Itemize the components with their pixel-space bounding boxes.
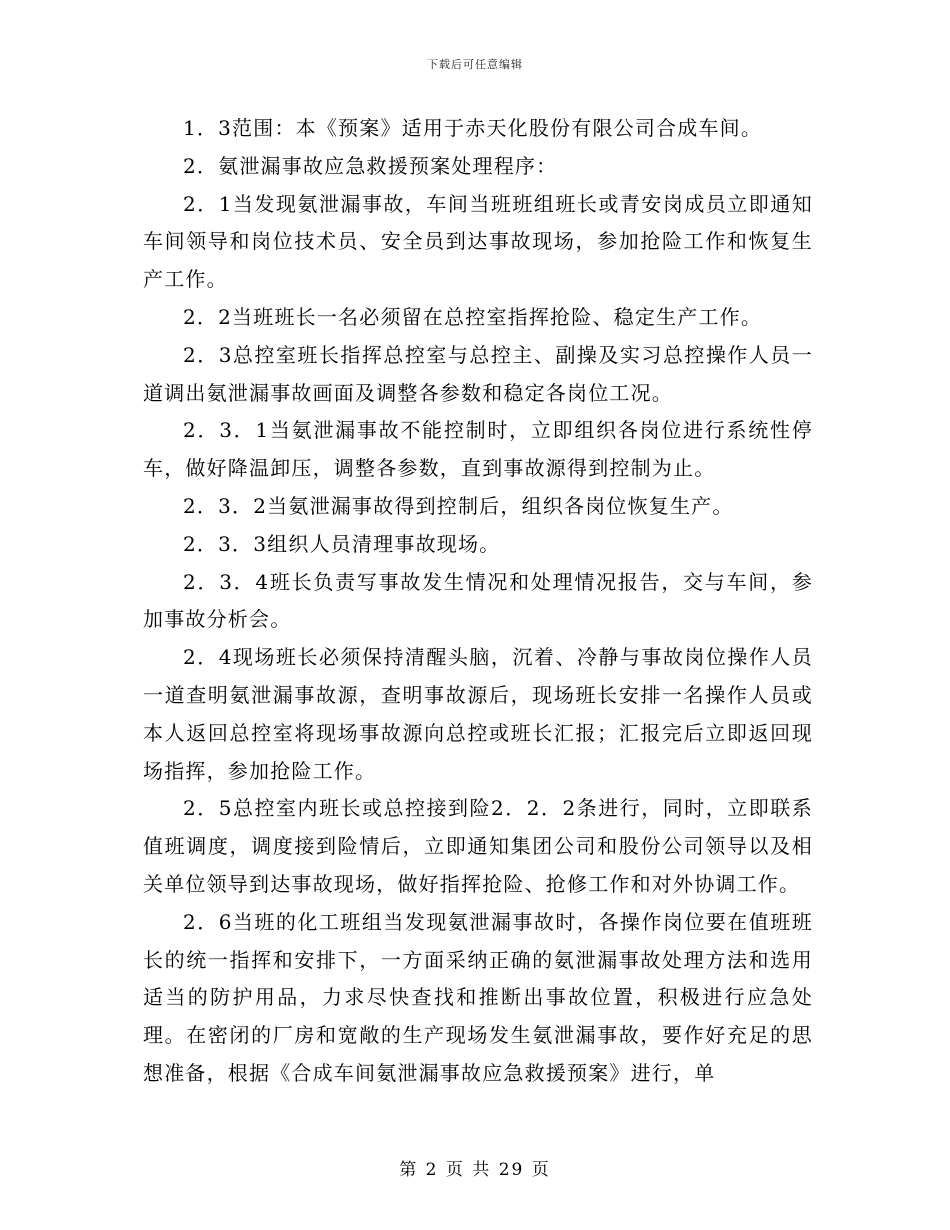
page-header: 下载后可任意编辑 — [427, 58, 523, 71]
paragraph-2-6: 2．6当班的化工班组当发现氨泄漏事故时，各操作岗位要在值班班长的统一指挥和安排下，一方面采纳正确的氨泄漏事故处理方法和选用适当的防护用品，力求尽快查找和推断出事故位置，积极进行应急处理。在密闭的厂房和宽敞的生产现场发生氨泄漏事故，要作好充足的思想准备，根据《合成车间氨泄漏事故应急救援预案》进行，单 — [143, 909, 813, 1085]
paragraph-2-3-1: 2．3．1当氨泄漏事故不能控制时，立即组织各岗位进行系统性停车，做好降温卸压，调整各参数，直到事故源得到控制为止。 — [143, 418, 813, 481]
paragraph-scope: 1．3范围：本《预案》适用于赤天化股份有限公司合成车间。 — [183, 116, 763, 140]
paragraph-2-4: 2．4现场班长必须保持清醒头脑，沉着、冷静与事故岗位操作人员一道查明氨泄漏事故源，查明事故源后，现场班长安排一名操作人员或本人返回总控室将现场事故源向总控或班长汇报；汇报完后立即返回现场指挥，参加抢险工作。 — [143, 645, 813, 783]
paragraph-2-3-4: 2．3．4班长负责写事故发生情况和处理情况报告，交与车间，参加事故分析会。 — [143, 569, 813, 632]
document-body — [143, 110, 813, 1093]
paragraph-2-1: 2．1当发现氨泄漏事故，车间当班班组班长或青安岗成员立即通知车间领导和岗位技术员、安全员到达事故现场，参加抢险工作和恢复生产工作。 — [143, 191, 813, 292]
paragraph-2-2: 2．2当班班长一名必须留在总控室指挥抢险、稳定生产工作。 — [183, 304, 763, 329]
paragraph-2-5: 2．5总控室内班长或总控接到险2．2．2条进行，同时，立即联系值班调度，调度接到险情后，立即通知集团公司和股份公司领导以及相关单位领导到达事故现场，做好指挥抢险、抢修工作和对外协调工作。 — [143, 796, 813, 896]
paragraph-procedure-heading: 2．氨泄漏事故应急救援预案处理程序： — [183, 153, 558, 178]
paragraph-2-3-3: 2．3．3组织人员清理事故现场。 — [183, 531, 501, 556]
page-number-footer: 第 2 页 共 29 页 — [399, 1160, 551, 1180]
paragraph-2-3: 2．3总控室班长指挥总控室与总控主、副操及实习总控操作人员一道调出氨泄漏事故画面及调整各参数和稳定各岗位工况。 — [143, 342, 813, 405]
paragraph-2-3-2: 2．3．2当氨泄漏事故得到控制后，组织各岗位恢复生产。 — [183, 493, 734, 518]
